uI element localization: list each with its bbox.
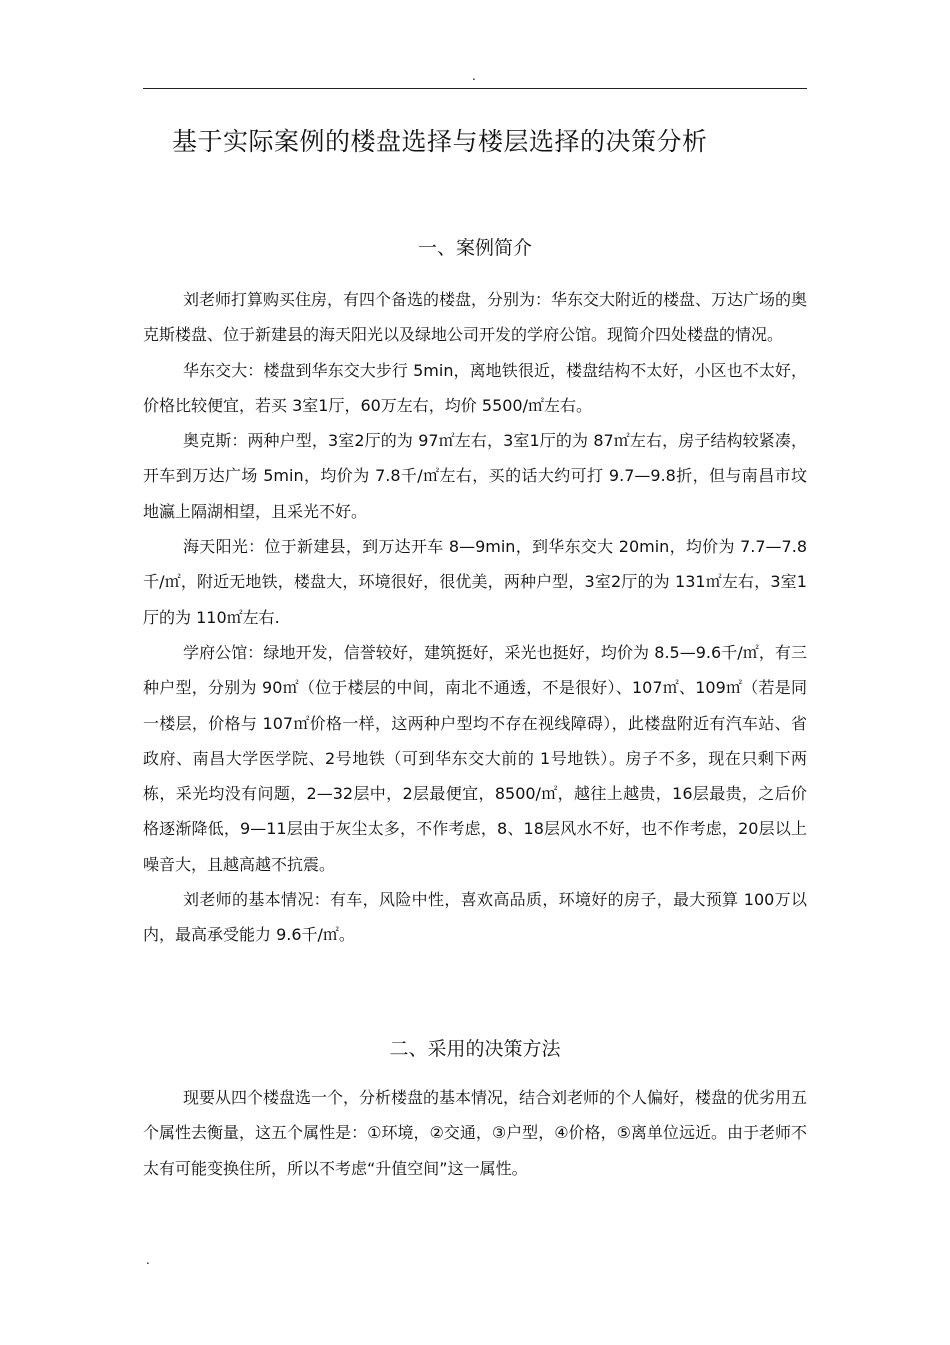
paragraph-haitian: 海天阳光：位于新建县，到万达开车 8—9min，到华东交大 20min，均价为 7.7—7.8千/㎡，附近无地铁，楼盘大，环境很好，很优美，两种户型，3室2厅的为 131㎡左右，3室1厅的为 110㎡左右. [143, 537, 807, 627]
footer-dot: . [146, 1253, 150, 1267]
paragraph-intro: 刘老师打算购买住房，有四个备选的楼盘，分别为：华东交大附近的楼盘、万达广场的奥克斯楼盘、位于新建县的海天阳光以及绿地公司开发的学府公馆。现简介四处楼盘的情况。 [143, 290, 808, 345]
paragraph-method: 现要从四个楼盘选一个，分析楼盘的基本情况，结合刘老师的个人偏好，楼盘的优劣用五个属性去衡量，这五个属性是：①环境，②交通，③户型，④价格，⑤离单位远近。由于老师不太有可能变换住所，所以不考虑“升值空间”这一属性。 [143, 1088, 808, 1178]
document-title: 基于实际案例的楼盘选择与楼层选择的决策分析 [172, 127, 708, 156]
section-heading-intro: 一、案例简介 [417, 237, 532, 259]
header-rule [143, 88, 807, 89]
paragraph-teacher-profile: 刘老师的基本情况：有车，风险中性，喜欢高品质，环境好的房子，最大预算 100万以内，最高承受能力 9.6千/㎡。 [143, 890, 807, 945]
section-body-intro [143, 282, 807, 953]
paragraph-xuefu: 学府公馆：绿地开发，信誉较好，建筑挺好，采光也挺好，均价为 8.5—9.6千/㎡，有三种户型，分别为 90㎡（位于楼层的中间，南北不通透，不是很好）、107㎡、109㎡（若是同一楼层，价格与 107㎡价格一样，这两种户型均不存在视线障碍），此楼盘附近有汽车站、省政府、南昌大学医学院、2号地铁（可到华东交大前的 1号地铁）。房子不多，现在只剩下两栋，采光均没有问题，2—32层中，2层最便宜，8500/㎡，越往上越贵，16层最贵，之后价格逐渐降低，9—11层由于灰尘太多，不作考虑，8、18层风水不好，也不作考虑，20层以上噪音大，且越高越不抗震。 [143, 642, 807, 874]
paragraph-aokesi: 奥克斯：两种户型，3室2厅的为 97㎡左右，3室1厅的为 87㎡左右，房子结构较紧凑，开车到万达广场 5min，均价为 7.8千/㎡左右，买的话大约可打 9.7—9.8折，但与南昌市坟地瀛上隔湖相望，且采光不好。 [143, 431, 807, 521]
paragraph-huadong: 华东交大：楼盘到华东交大步行 5min，离地铁很近，楼盘结构不太好，小区也不太好，价格比较便宜，若买 3室1厅，60万左右，均价 5500/㎡左右。 [143, 360, 807, 415]
section-heading-method: 二、采用的决策方法 [389, 1038, 561, 1060]
header-dot: . [472, 69, 476, 83]
section-body-method [143, 1080, 807, 1186]
